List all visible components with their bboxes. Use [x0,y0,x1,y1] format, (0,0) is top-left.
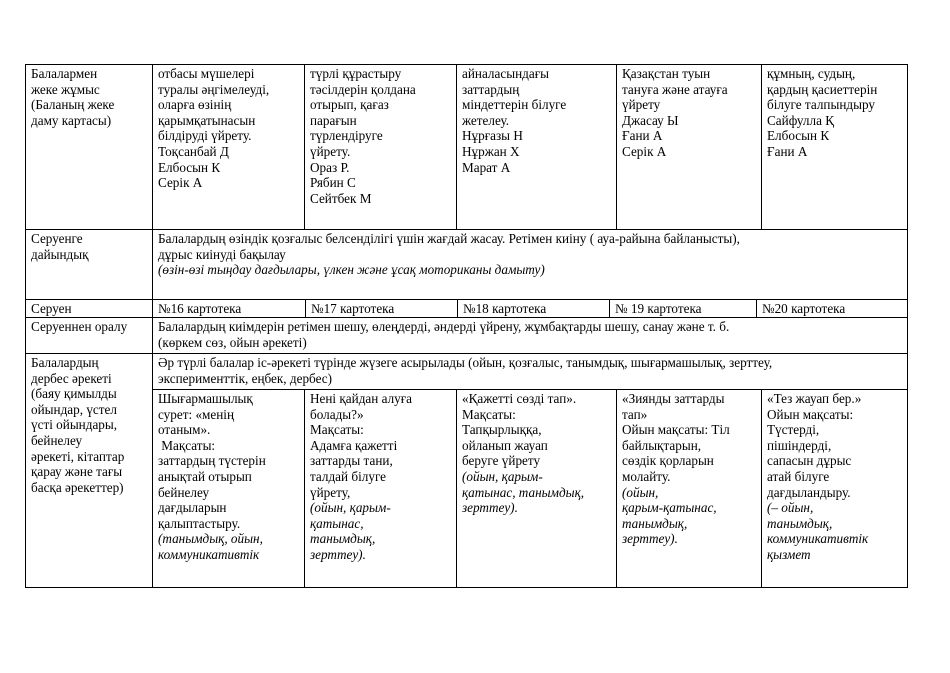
cell-line: заттардың [462,81,520,97]
cell-line: Ойын мақсаты: [767,406,854,422]
cell-line: Түстерді, [767,422,820,438]
cell-line: атай білуге [767,468,830,484]
cell-note: коммуникативтік [158,546,260,562]
cell-line: түрлі құрастыру [310,66,402,81]
row-walk [26,300,908,318]
cell-line: Мақсаты: [462,406,516,422]
cell-line: молайту. [622,468,671,484]
cell-line: қардың қасиеттерін [767,81,878,97]
independent-col-1 [153,390,305,588]
label-line: Балалардың [31,355,99,370]
walk-cards [153,300,908,318]
cell-line: білдіруді үйрету. [158,128,252,144]
cell-note: қызмет [767,546,811,562]
cell-line: Адамға қажетті [310,437,398,453]
card-label: № 19 картотека [615,301,702,316]
cell-line: Рябин С [310,175,356,191]
cell-note: (ойын, [622,484,659,500]
cell-note: зерттеу). [310,546,366,562]
cell-note: зерттеу). [462,500,518,516]
cell-line: дағдыларын [158,500,227,516]
label-line: даму картасы) [31,112,112,128]
label-line: қарау және тағы [31,464,123,480]
schedule-table [25,64,908,588]
independent-col-3 [457,390,617,588]
cell-line: тәсілдерін қолдана [310,81,416,97]
cell-line: болады?» [310,406,364,422]
label-walk-prep [26,230,153,300]
cell-line: Серік А [622,143,667,159]
cell-line: Сайфулла Қ [767,112,835,128]
cell-line: жетелеу. [462,112,510,128]
cell-line: дағдыландыру. [767,484,851,500]
independent-col-4 [617,390,762,588]
cell-line: қалыптастыру. [158,515,241,531]
cell-line: сапасын дұрыс [767,453,852,469]
cell-line: міндеттерін білуге [462,97,567,113]
card-label: №18 картотека [463,301,547,316]
cell-line: «Қажетті сөзді тап». [462,391,577,406]
cell-line: эксперименттік, еңбек, дербес) [158,370,333,386]
cell-line: Ғани А [622,128,663,144]
cell-line: талдай білуге [310,468,387,484]
cell-note: танымдық, [622,515,688,531]
cell-note: танымдық, [767,515,833,531]
cell-line: бейнелеу [158,484,210,500]
cell-line: Марат А [462,159,511,175]
row-individual-work [26,65,908,230]
independent-col-5 [762,390,908,588]
cell-line: заттардың түстерін [158,453,266,469]
cell-line: айналасындағы [462,66,549,81]
cell-line: түрлендіруге [310,128,383,144]
label-line: бейнелеу [31,432,83,448]
cell-line: отбасы мүшелері [158,66,255,81]
label-line: жеке жұмыс [31,81,100,97]
cell-line: туралы әңгімелеуді, [158,81,270,97]
cell-line: Нұржан Х [462,143,520,159]
cell-line: тануға және атауға [622,81,728,97]
cell-line: Ойын мақсаты: Тіл [622,422,730,438]
cell-line: дұрыс киінуді бақылау [158,246,286,262]
label-walk [26,300,153,318]
label-line: Серуеннен оралу [31,319,128,334]
walk-card-19 [609,300,756,317]
label-line: дербес әрекеті [31,370,112,386]
cell-line: Ғани А [767,143,808,159]
cell-line: Сейтбек М [310,190,372,206]
label-walk-return [26,318,153,354]
independent-col-2 [305,390,457,588]
row-independent [26,354,908,390]
cell-note: зерттеу). [622,531,678,547]
label-line: (Баланың жеке [31,97,115,113]
cell-line: Тоқсанбай Д [158,143,229,159]
cell-line: Нені қайдан алуға [310,391,413,406]
label-line: Серуенге [31,231,83,246]
cell-line: Шығармашылық [158,391,253,406]
label-line: әрекеті, кітаптар [31,448,125,464]
row-independent-games [26,390,908,588]
cell-line: парағын [310,112,357,128]
individual-col-4 [617,65,762,230]
cell-line: үйрету, [310,484,351,500]
cell-line: Тапқырлыққа, [462,422,542,438]
walk-prep-text [153,230,908,300]
individual-col-1 [153,65,305,230]
cell-line: анықтай отырып [158,468,252,484]
cell-note: (ойын, қарым- [462,468,543,484]
walk-card-20 [756,300,907,317]
cell-line: Елбосын К [767,128,830,144]
label-line: басқа әрекеттер) [31,479,124,495]
label-line: дайындық [31,246,89,262]
card-label: №16 картотека [158,301,242,316]
cell-line: Қазақстан туын [622,66,711,81]
cell-line: Ораз Р. [310,159,350,175]
cell-line: заттарды тани, [310,453,393,469]
row-walk-return [26,318,908,354]
label-line: ойындар, үстел [31,401,117,417]
label-line: Серуен [31,301,72,316]
cell-line: қарымқатынасын [158,112,256,128]
walk-card-18 [457,300,609,317]
cell-line: үйрету. [310,143,351,159]
individual-col-3 [457,65,617,230]
cell-line: отырып, қағаз [310,97,389,113]
cell-line: Серік А [158,175,203,191]
label-line: үсті ойындары, [31,417,118,433]
cell-line: оларға өзінің [158,97,232,113]
cell-line: Нұрғазы Н [462,128,523,144]
row-walk-prep [26,230,908,300]
cell-note: (– ойын, [767,500,814,516]
cell-line: құмның, судың, [767,66,856,81]
cell-line: беруге үйрету [462,453,541,469]
cell-note: қатынас, танымдық, [462,484,585,500]
card-label: №17 картотека [311,301,395,316]
individual-col-2 [305,65,457,230]
label-line: Балалармен [31,66,98,81]
cell-line: Мақсаты: [310,422,364,438]
walk-card-16 [153,300,305,317]
cell-line: Джасау Ы [622,112,679,128]
walk-card-17 [305,300,457,317]
cell-line: сөздік қорларын [622,453,714,469]
label-line: (баяу қимылды [31,386,117,402]
cell-line: тап» [622,406,648,422]
cell-line: білуге талпындыру [767,97,875,113]
cell-line: отаным». [158,422,211,438]
label-individual-work [26,65,153,230]
cell-line: Мақсаты: [158,437,216,453]
cell-line: «Тез жауап бер.» [767,391,862,406]
cell-line: Балалардың киімдерін ретімен шешу, өлеңдерді, әндерді үйрену, жұмбақтарды шешу, санау және т. б. [158,319,730,334]
cell-line: «Зиянды заттарды [622,391,725,406]
walk-return-text [153,318,908,354]
cell-note: қатынас, [310,515,364,531]
label-independent [26,354,153,588]
cell-line: Әр түрлі балалар іс-әрекеті түрінде жүзеге асырылады (ойын, қозғалыс, танымдық, шығармашылық, зерттеу, [158,355,773,370]
schedule-table-wrapper [25,64,907,588]
cell-note: коммуникативтік [767,531,869,547]
cell-note: қарым-қатынас, [622,500,717,516]
cell-note: (ойын, қарым- [310,500,391,516]
card-label: №20 картотека [762,301,846,316]
cell-line: Балалардың өзіндік қозғалыс белсенділігі үшін жағдай жасау. Ретімен киіну ( ауа-райына байланысты), [158,231,740,246]
cell-line: Елбосын К [158,159,221,175]
individual-col-5 [762,65,908,230]
cell-note: танымдық, [310,531,376,547]
cell-line: сурет: «менің [158,406,235,422]
cell-line: пішіндерді, [767,437,832,453]
cell-note: (өзін-өзі тыңдау дағдылары, үлкен және ұсақ моториканы дамыту) [158,262,545,278]
cell-line: (көркем сөз, ойын әрекеті) [158,334,307,350]
cell-line: үйрету [622,97,661,113]
cell-note: (танымдық, ойын, [158,531,263,547]
cell-line: ойланып жауап [462,437,548,453]
independent-intro [153,354,908,390]
cell-line: байлықтарын, [622,437,702,453]
